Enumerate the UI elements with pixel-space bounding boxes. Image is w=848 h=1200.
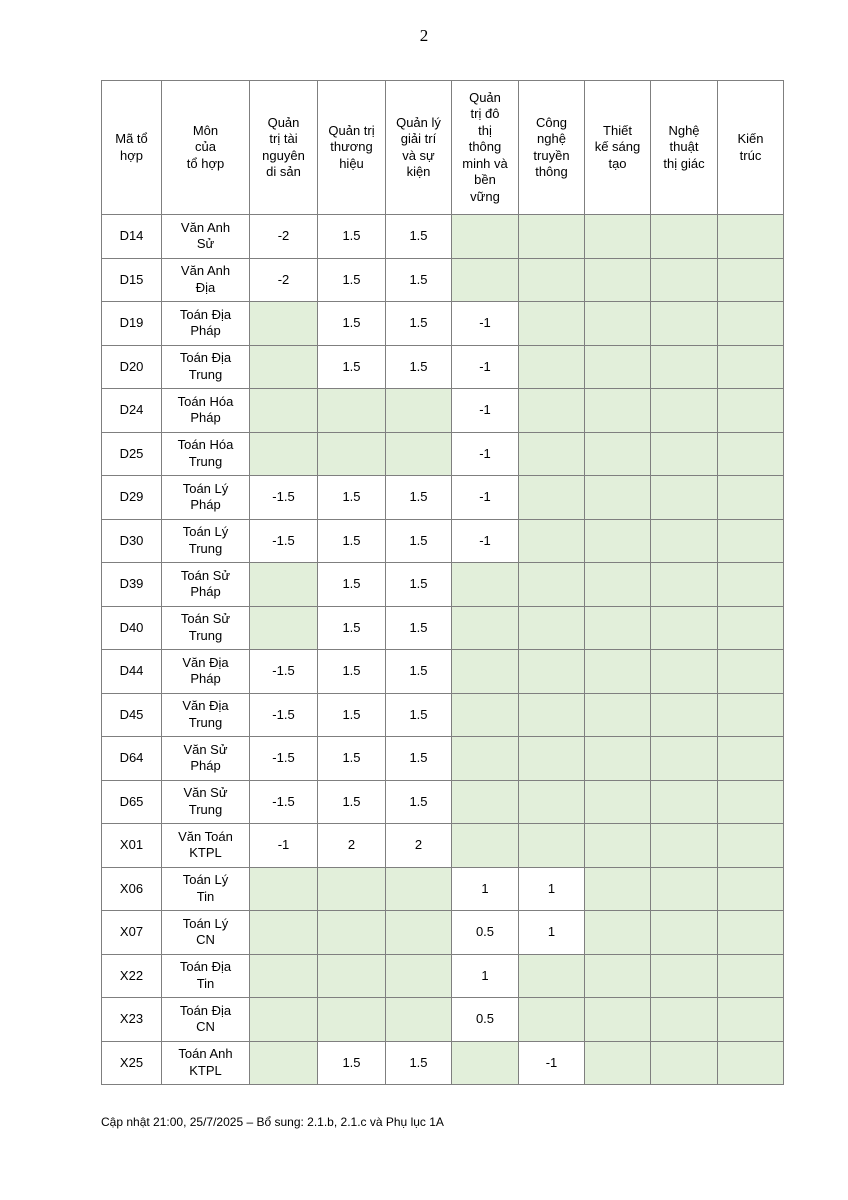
empty-score-cell [718, 345, 784, 389]
empty-score-cell [585, 215, 651, 259]
combo-subjects-cell: Toán Sử Trung [162, 606, 250, 650]
empty-score-cell [651, 563, 718, 607]
score-cell: 1.5 [386, 215, 452, 259]
score-cell: 1.5 [386, 737, 452, 781]
empty-score-cell [651, 998, 718, 1042]
empty-score-cell [250, 867, 318, 911]
table-row [102, 563, 784, 607]
empty-score-cell [651, 867, 718, 911]
empty-score-cell [718, 954, 784, 998]
combo-code-cell: D40 [102, 606, 162, 650]
combo-subjects-cell: Toán Hóa Pháp [162, 389, 250, 433]
combo-subjects-cell: Toán Lý Trung [162, 519, 250, 563]
empty-score-cell [250, 1041, 318, 1085]
score-cell: -1.5 [250, 476, 318, 520]
empty-score-cell [452, 780, 519, 824]
combo-code-cell: D14 [102, 215, 162, 259]
score-cell: -1 [452, 476, 519, 520]
empty-score-cell [250, 345, 318, 389]
score-cell: 1 [519, 867, 585, 911]
empty-score-cell [718, 389, 784, 433]
empty-score-cell [651, 780, 718, 824]
empty-score-cell [318, 954, 386, 998]
score-cell: -1 [452, 519, 519, 563]
table-row [102, 780, 784, 824]
score-cell: -1 [250, 824, 318, 868]
empty-score-cell [386, 389, 452, 433]
empty-score-cell [318, 389, 386, 433]
empty-score-cell [585, 824, 651, 868]
empty-score-cell [519, 563, 585, 607]
score-cell: 1.5 [318, 258, 386, 302]
table-row [102, 519, 784, 563]
table-body [102, 215, 784, 1085]
empty-score-cell [386, 867, 452, 911]
score-cell: -2 [250, 258, 318, 302]
table-row [102, 302, 784, 346]
empty-score-cell [519, 302, 585, 346]
empty-score-cell [250, 998, 318, 1042]
empty-score-cell [585, 519, 651, 563]
empty-score-cell [519, 954, 585, 998]
empty-score-cell [452, 824, 519, 868]
table-row [102, 432, 784, 476]
empty-score-cell [452, 606, 519, 650]
table-row [102, 345, 784, 389]
empty-score-cell [250, 954, 318, 998]
empty-score-cell [519, 519, 585, 563]
score-cell: -1 [452, 345, 519, 389]
table-row [102, 606, 784, 650]
empty-score-cell [585, 302, 651, 346]
empty-score-cell [718, 432, 784, 476]
empty-score-cell [250, 911, 318, 955]
empty-score-cell [250, 432, 318, 476]
score-cell: 1.5 [386, 345, 452, 389]
empty-score-cell [452, 650, 519, 694]
score-cell: 1.5 [386, 519, 452, 563]
empty-score-cell [585, 563, 651, 607]
empty-score-cell [718, 737, 784, 781]
score-cell: 0.5 [452, 911, 519, 955]
empty-score-cell [718, 998, 784, 1042]
score-cell: -1 [452, 302, 519, 346]
empty-score-cell [651, 476, 718, 520]
page-number: 2 [419, 26, 429, 45]
score-cell: -1.5 [250, 693, 318, 737]
empty-score-cell [718, 476, 784, 520]
score-cell: 1.5 [318, 693, 386, 737]
empty-score-cell [718, 519, 784, 563]
score-cell: -1 [452, 389, 519, 433]
empty-score-cell [651, 824, 718, 868]
combo-subjects-cell: Văn Địa Pháp [162, 650, 250, 694]
score-cell: -1.5 [250, 519, 318, 563]
empty-score-cell [585, 432, 651, 476]
score-cell: 2 [318, 824, 386, 868]
score-cell: 1.5 [386, 258, 452, 302]
combo-subjects-cell: Toán Địa Pháp [162, 302, 250, 346]
combo-subjects-cell: Toán Địa Trung [162, 345, 250, 389]
column-header: Kiến trúc [718, 81, 784, 215]
empty-score-cell [519, 737, 585, 781]
empty-score-cell [452, 693, 519, 737]
table-row [102, 476, 784, 520]
combo-code-cell: D19 [102, 302, 162, 346]
score-cell: -1.5 [250, 650, 318, 694]
score-cell: 1.5 [318, 737, 386, 781]
empty-score-cell [386, 432, 452, 476]
empty-score-cell [452, 215, 519, 259]
column-header: Quản trị tài nguyên di sản [250, 81, 318, 215]
empty-score-cell [452, 737, 519, 781]
empty-score-cell [718, 563, 784, 607]
score-cell: 1.5 [318, 215, 386, 259]
score-cell: 1.5 [318, 1041, 386, 1085]
empty-score-cell [519, 650, 585, 694]
column-header: Mã tổ hợp [102, 81, 162, 215]
empty-score-cell [651, 215, 718, 259]
empty-score-cell [585, 693, 651, 737]
combo-code-cell: X07 [102, 911, 162, 955]
combo-code-cell: D65 [102, 780, 162, 824]
empty-score-cell [318, 911, 386, 955]
score-cell: 1.5 [386, 693, 452, 737]
empty-score-cell [718, 693, 784, 737]
combo-subjects-cell: Toán Hóa Trung [162, 432, 250, 476]
empty-score-cell [651, 737, 718, 781]
score-cell: 1.5 [386, 650, 452, 694]
combo-code-cell: X22 [102, 954, 162, 998]
empty-score-cell [585, 780, 651, 824]
empty-score-cell [250, 302, 318, 346]
column-header: Nghệ thuật thị giác [651, 81, 718, 215]
combo-subjects-cell: Văn Địa Trung [162, 693, 250, 737]
empty-score-cell [718, 1041, 784, 1085]
table-row [102, 998, 784, 1042]
empty-score-cell [250, 606, 318, 650]
empty-score-cell [718, 258, 784, 302]
score-cell: -1 [452, 432, 519, 476]
empty-score-cell [452, 563, 519, 607]
empty-score-cell [585, 345, 651, 389]
combo-subjects-cell: Văn Anh Sử [162, 215, 250, 259]
empty-score-cell [585, 911, 651, 955]
combo-subjects-cell: Toán Lý CN [162, 911, 250, 955]
empty-score-cell [585, 954, 651, 998]
empty-score-cell [519, 780, 585, 824]
score-cell: 1.5 [386, 476, 452, 520]
combo-subjects-cell: Văn Anh Địa [162, 258, 250, 302]
empty-score-cell [585, 258, 651, 302]
table-row [102, 737, 784, 781]
empty-score-cell [651, 302, 718, 346]
empty-score-cell [318, 432, 386, 476]
empty-score-cell [651, 954, 718, 998]
score-cell: 0.5 [452, 998, 519, 1042]
column-header: Công nghệ truyền thông [519, 81, 585, 215]
table-row [102, 389, 784, 433]
empty-score-cell [651, 911, 718, 955]
combo-subjects-cell: Văn Toán KTPL [162, 824, 250, 868]
empty-score-cell [519, 258, 585, 302]
score-cell: 1.5 [318, 519, 386, 563]
table-row [102, 954, 784, 998]
combo-code-cell: D39 [102, 563, 162, 607]
table-row [102, 693, 784, 737]
empty-score-cell [585, 867, 651, 911]
combo-subjects-cell: Văn Sử Trung [162, 780, 250, 824]
column-header: Quản trị thương hiệu [318, 81, 386, 215]
empty-score-cell [651, 345, 718, 389]
combo-code-cell: D64 [102, 737, 162, 781]
empty-score-cell [585, 737, 651, 781]
empty-score-cell [718, 911, 784, 955]
empty-score-cell [651, 1041, 718, 1085]
score-cell: 1.5 [318, 476, 386, 520]
empty-score-cell [718, 606, 784, 650]
empty-score-cell [651, 519, 718, 563]
combo-code-cell: D20 [102, 345, 162, 389]
column-header: Thiết kế sáng tạo [585, 81, 651, 215]
combo-code-cell: D15 [102, 258, 162, 302]
score-cell: 2 [386, 824, 452, 868]
score-cell: 1.5 [386, 1041, 452, 1085]
empty-score-cell [718, 780, 784, 824]
score-cell: 1 [452, 867, 519, 911]
empty-score-cell [386, 998, 452, 1042]
empty-score-cell [651, 650, 718, 694]
footer-note: Cập nhật 21:00, 25/7/2025 – Bổ sung: 2.1.b, 2.1.c và Phụ lục 1A [101, 1115, 444, 1129]
empty-score-cell [585, 606, 651, 650]
empty-score-cell [651, 258, 718, 302]
empty-score-cell [718, 650, 784, 694]
combo-subjects-cell: Toán Sử Pháp [162, 563, 250, 607]
empty-score-cell [519, 606, 585, 650]
table-row [102, 258, 784, 302]
empty-score-cell [519, 432, 585, 476]
combo-code-cell: D30 [102, 519, 162, 563]
score-table [101, 80, 784, 1085]
empty-score-cell [651, 432, 718, 476]
table-row [102, 824, 784, 868]
empty-score-cell [651, 389, 718, 433]
combo-subjects-cell: Toán Lý Tin [162, 867, 250, 911]
score-cell: 1.5 [318, 302, 386, 346]
score-cell: -2 [250, 215, 318, 259]
empty-score-cell [718, 867, 784, 911]
score-cell: 1.5 [386, 606, 452, 650]
empty-score-cell [718, 824, 784, 868]
empty-score-cell [318, 867, 386, 911]
combo-subjects-cell: Toán Anh KTPL [162, 1041, 250, 1085]
score-cell: -1 [519, 1041, 585, 1085]
table-row [102, 867, 784, 911]
empty-score-cell [718, 302, 784, 346]
column-header: Quản trị đô thị thông minh và bền vững [452, 81, 519, 215]
header-row [102, 81, 784, 215]
empty-score-cell [651, 693, 718, 737]
table-row [102, 215, 784, 259]
empty-score-cell [585, 650, 651, 694]
empty-score-cell [718, 215, 784, 259]
combo-subjects-cell: Toán Địa CN [162, 998, 250, 1042]
empty-score-cell [318, 998, 386, 1042]
empty-score-cell [585, 389, 651, 433]
empty-score-cell [519, 389, 585, 433]
score-cell: 1 [452, 954, 519, 998]
empty-score-cell [519, 824, 585, 868]
empty-score-cell [519, 215, 585, 259]
score-cell: 1.5 [318, 606, 386, 650]
column-header: Quản lý giải trí và sự kiện [386, 81, 452, 215]
empty-score-cell [452, 1041, 519, 1085]
combo-code-cell: X23 [102, 998, 162, 1042]
table-row [102, 650, 784, 694]
empty-score-cell [585, 476, 651, 520]
combo-code-cell: X25 [102, 1041, 162, 1085]
score-cell: 1.5 [318, 650, 386, 694]
combo-code-cell: D44 [102, 650, 162, 694]
empty-score-cell [651, 606, 718, 650]
score-cell: 1.5 [318, 345, 386, 389]
combo-code-cell: D29 [102, 476, 162, 520]
column-header: Môn của tổ hợp [162, 81, 250, 215]
empty-score-cell [250, 563, 318, 607]
empty-score-cell [386, 911, 452, 955]
combo-code-cell: X01 [102, 824, 162, 868]
empty-score-cell [519, 998, 585, 1042]
combo-code-cell: D24 [102, 389, 162, 433]
empty-score-cell [519, 476, 585, 520]
empty-score-cell [519, 345, 585, 389]
score-cell: -1.5 [250, 737, 318, 781]
score-cell: 1.5 [318, 563, 386, 607]
table-row [102, 911, 784, 955]
combo-subjects-cell: Toán Địa Tin [162, 954, 250, 998]
score-cell: -1.5 [250, 780, 318, 824]
score-cell: 1.5 [386, 780, 452, 824]
empty-score-cell [585, 998, 651, 1042]
table-row [102, 1041, 784, 1085]
score-cell: 1 [519, 911, 585, 955]
empty-score-cell [386, 954, 452, 998]
combo-code-cell: D45 [102, 693, 162, 737]
combo-code-cell: X06 [102, 867, 162, 911]
empty-score-cell [585, 1041, 651, 1085]
score-cell: 1.5 [386, 302, 452, 346]
score-cell: 1.5 [318, 780, 386, 824]
combo-subjects-cell: Văn Sử Pháp [162, 737, 250, 781]
score-cell: 1.5 [386, 563, 452, 607]
empty-score-cell [250, 389, 318, 433]
empty-score-cell [519, 693, 585, 737]
combo-subjects-cell: Toán Lý Pháp [162, 476, 250, 520]
combo-code-cell: D25 [102, 432, 162, 476]
empty-score-cell [452, 258, 519, 302]
